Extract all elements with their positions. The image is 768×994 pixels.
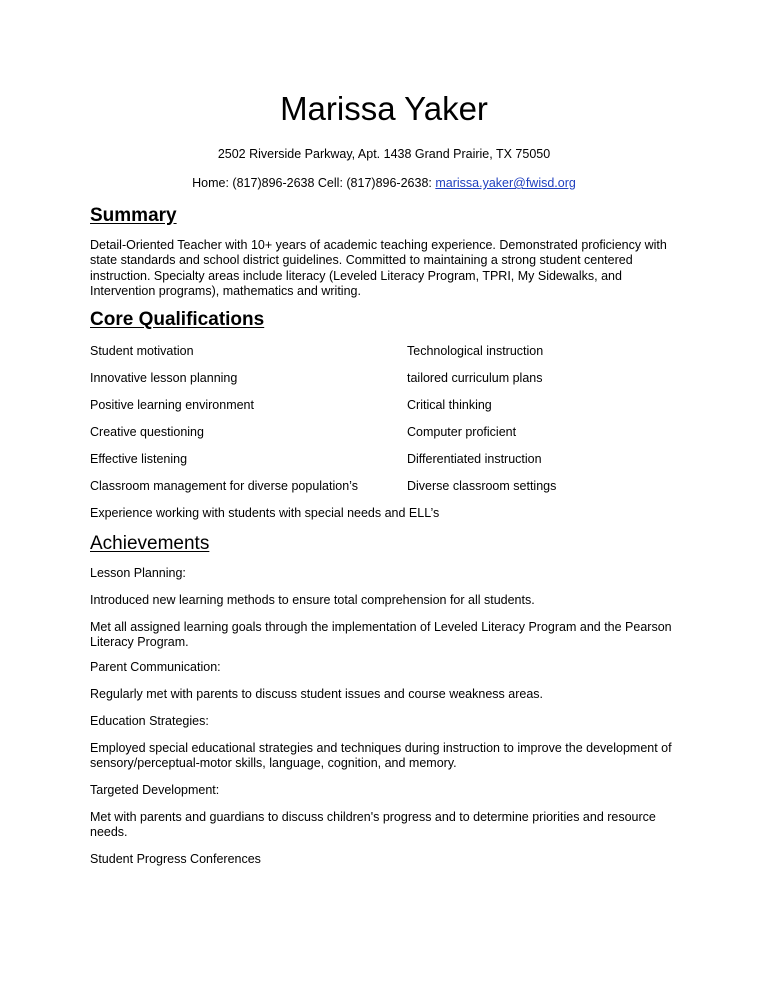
phone-numbers: Home: (817)896-2638 Cell: (817)896-2638: (192, 176, 436, 190)
achievement-item: Met with parents and guardians to discuss children's progress and to determine priorities and resource needs. (90, 810, 656, 840)
achievement-item: Lesson Planning: (90, 566, 186, 580)
achievements-heading: Achievements (90, 533, 210, 554)
achievement-item: Met all assigned learning goals through the implementation of Leveled Literacy Program and the Pearson Literacy Program. (90, 620, 672, 650)
qualification-item: tailored curriculum plans (407, 371, 543, 385)
address-line: 2502 Riverside Parkway, Apt. 1438 Grand Prairie, TX 75050 (217, 147, 551, 161)
achievement-item: Employed special educational strategies and techniques during instruction to improve the development of sensory/perceptual-motor skills, language, cognition, and memory. (90, 741, 672, 771)
qualification-item: Diverse classroom settings (407, 479, 557, 493)
summary-text: Detail-Oriented Teacher with 10+ years of academic teaching experience. Demonstrated proficiency with state standards and school district guidelines. Committed to maintaining a strong student centered instruction. Specialty areas include literacy (Leveled Literacy Program, TPRI, My Sidewalks, and Intervention programs), mathematics and writing. (90, 238, 667, 298)
achievement-item: Parent Communication: (90, 660, 221, 674)
qualification-item: Creative questioning (90, 425, 204, 439)
qualification-item: Positive learning environment (90, 398, 254, 412)
resume-name: Marissa Yaker (280, 90, 488, 127)
core-qualifications-heading: Core Qualifications (90, 309, 265, 330)
qualification-item: Student motivation (90, 344, 194, 358)
achievement-item: Introduced new learning methods to ensure total comprehension for all students. (90, 593, 535, 607)
qualification-item: Innovative lesson planning (90, 371, 238, 385)
email-link[interactable]: marissa.yaker@fwisd.org (435, 176, 576, 190)
achievement-item: Regularly met with parents to discuss student issues and course weakness areas. (90, 687, 544, 701)
achievement-item: Education Strategies: (90, 714, 209, 728)
achievement-item: Student Progress Conferences (90, 852, 261, 866)
summary-heading: Summary (90, 205, 177, 226)
qualification-item: Differentiated instruction (407, 452, 542, 466)
qualification-item: Classroom management for diverse population’s (90, 479, 358, 493)
qualification-item: Computer proficient (407, 425, 517, 439)
qualification-item: Critical thinking (407, 398, 492, 412)
qualification-item: Effective listening (90, 452, 188, 466)
qualification-item: Technological instruction (407, 344, 544, 358)
contact-line (0, 175, 768, 191)
achievement-item: Targeted Development: (90, 783, 220, 797)
qualification-extra: Experience working with students with special needs and ELL’s (90, 506, 440, 520)
